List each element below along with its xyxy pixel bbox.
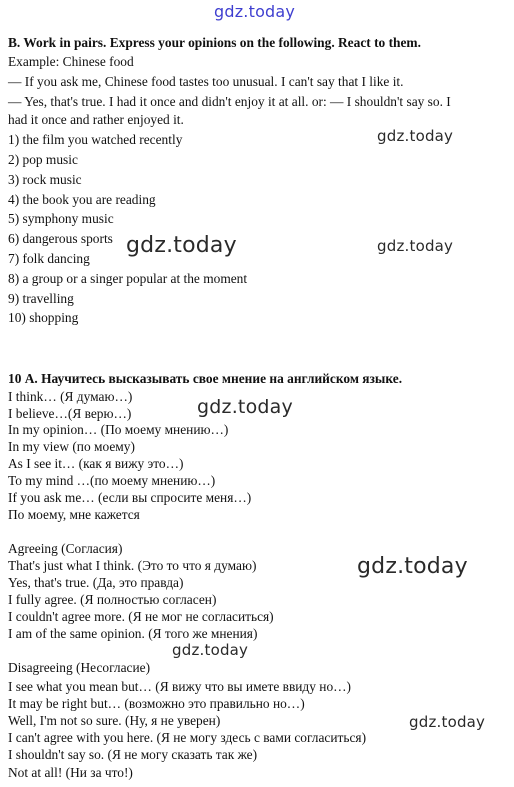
section-b-heading: B. Work in pairs. Express your opinions on the following. React to them. (8, 35, 421, 50)
disagree-phrase: I see what you mean but… (Я вижу что вы имете ввиду но…) (8, 679, 352, 694)
section-10a-heading: 10 А. Научитесь высказывать свое мнение на английском языке. (8, 371, 403, 386)
example-line: had it once and rather enjoyed it. (8, 112, 184, 127)
phrase: In my view (по моему) (8, 439, 135, 454)
example-line: — Yes, that's true. I had it once and didn't enjoy it at all. or: — I shouldn't say so. I (8, 94, 451, 109)
agreeing-title: Agreeing (Согласия) (8, 541, 123, 556)
phrase: In my opinion… (По моему мнению…) (8, 422, 229, 437)
example-line: — If you ask me, Chinese food tastes too unusual. I can't say that I like it. (8, 74, 404, 89)
example-label: Example: Chinese food (8, 54, 134, 69)
list-item: 8) a group or a singer popular at the moment (8, 271, 248, 286)
agree-phrase: I fully agree. (Я полностью согласен) (8, 592, 217, 607)
disagree-phrase: I shouldn't say so. (Я не могу сказать так же) (8, 747, 258, 762)
list-item: 7) folk dancing (8, 251, 90, 266)
disagree-phrase: Not at all! (Ни за что!) (8, 765, 133, 780)
disagree-phrase: I can't agree with you here. (Я не могу здесь с вами согласиться) (8, 730, 367, 745)
phrase: As I see it… (как я вижу это…) (8, 456, 184, 471)
disagree-phrase: It may be right but… (возможно это правильно но…) (8, 696, 305, 711)
watermark: gdz.today (409, 713, 486, 731)
list-item: 2) pop music (8, 152, 78, 167)
watermark-top: gdz.today (214, 2, 296, 21)
list-item: 3) rock music (8, 172, 82, 187)
agree-phrase: I am of the same opinion. (Я того же мнения) (8, 626, 258, 641)
phrase: To my mind …(по моему мнению…) (8, 473, 216, 488)
phrase: If you ask me… (если вы спросите меня…) (8, 490, 252, 505)
list-item: 10) shopping (8, 310, 79, 325)
list-item: 1) the film you watched recently (8, 132, 183, 147)
list-item: 6) dangerous sports (8, 231, 113, 246)
agree-phrase: That's just what I think. (Это то что я думаю) (8, 558, 257, 573)
phrase: По моему, мне кажется (8, 507, 140, 522)
list-item: 9) travelling (8, 291, 74, 306)
phrase: I believe…(Я верю…) (8, 406, 132, 421)
watermark: gdz.today (197, 396, 293, 418)
agree-phrase: Yes, that's true. (Да, это правда) (8, 575, 184, 590)
watermark: gdz.today (172, 641, 249, 659)
watermark: gdz.today (357, 554, 468, 579)
list-item: 4) the book you are reading (8, 192, 156, 207)
disagree-phrase: Well, I'm not so sure. (Ну, я не уверен) (8, 713, 221, 728)
agree-phrase: I couldn't agree more. (Я не мог не согласиться) (8, 609, 274, 624)
watermark: gdz.today (377, 237, 454, 255)
watermark: gdz.today (126, 233, 237, 258)
phrase: I think… (Я думаю…) (8, 389, 133, 404)
list-item: 5) symphony music (8, 211, 114, 226)
disagreeing-title: Disagreeing (Несогласие) (8, 660, 151, 675)
watermark: gdz.today (377, 127, 454, 145)
